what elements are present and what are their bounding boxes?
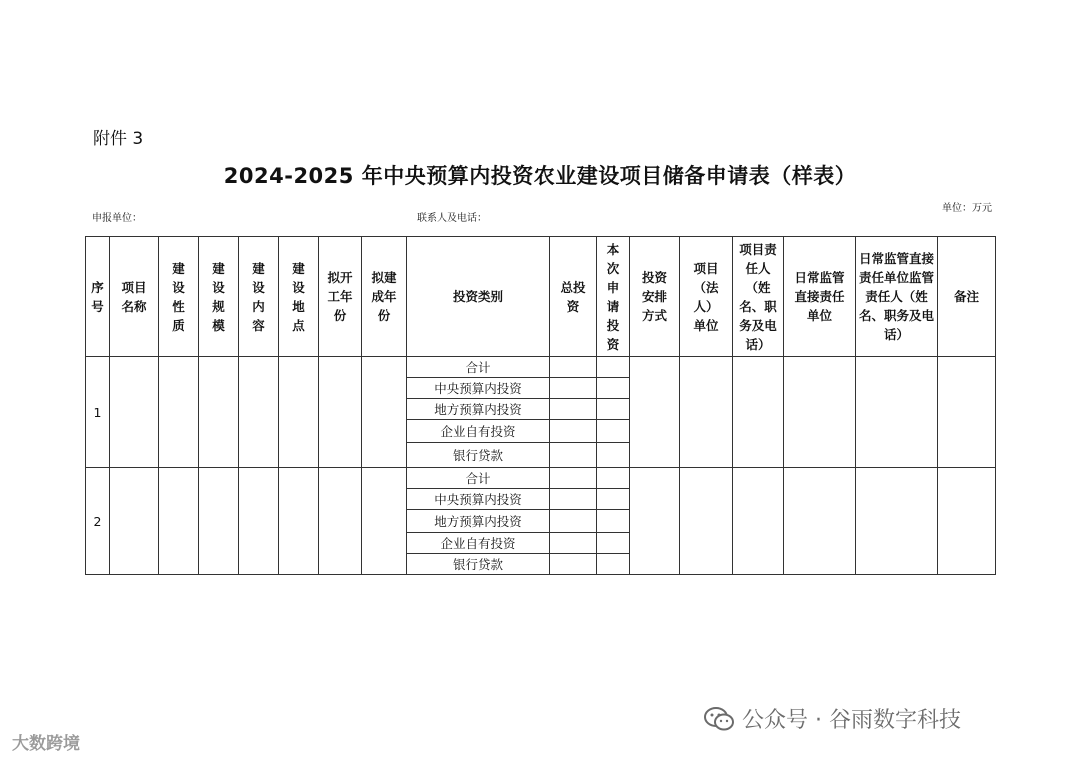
cell-responsible[interactable] [733,468,784,575]
cell-this-apply[interactable] [597,399,630,420]
invest-type-cell: 企业自有投资 [407,533,550,554]
cell-nature[interactable] [159,468,199,575]
table-row [86,468,996,489]
header-seq: 序号 [86,237,110,357]
cell-this-apply[interactable] [597,357,630,378]
header-content: 建设内容 [239,237,279,357]
header-location: 建设地点 [279,237,319,357]
cell-supervise-unit[interactable] [784,468,856,575]
cell-this-apply[interactable] [597,489,630,510]
watermark-right-text: 公众号 · 谷雨数字科技 [742,708,961,733]
invest-type-cell: 企业自有投资 [407,420,550,443]
invest-type-cell: 中央预算内投资 [407,489,550,510]
cell-responsible[interactable] [733,357,784,468]
cell-location[interactable] [279,357,319,468]
row-seq: 1 [86,357,110,468]
cell-this-apply[interactable] [597,554,630,575]
header-project-name: 项目名称 [110,237,159,357]
wechat-icon [704,706,734,732]
cell-finish-year[interactable] [362,357,407,468]
contact-label: 联系人及电话： [417,213,487,224]
cell-nature[interactable] [159,357,199,468]
money-unit-label: 单位：万元 [942,203,992,214]
watermark-right [704,703,961,734]
cell-content[interactable] [239,357,279,468]
header-legal-unit: 项目（法人）单位 [680,237,733,357]
header-responsible: 项目责任人（姓名、职务及电话） [733,237,784,357]
cell-total[interactable] [550,443,597,468]
cell-scale[interactable] [199,357,239,468]
cell-scale[interactable] [199,468,239,575]
cell-legal-unit[interactable] [680,468,733,575]
reporting-unit-label: 申报单位： [92,213,142,224]
invest-type-cell: 中央预算内投资 [407,378,550,399]
cell-total[interactable] [550,510,597,533]
cell-this-apply[interactable] [597,443,630,468]
cell-project-name[interactable] [110,357,159,468]
header-supervise-person: 日常监管直接责任单位监管责任人（姓名、职务及电话） [856,237,938,357]
page-title: 2024-2025 年中央预算内投资农业建设项目储备申请表（样表） [223,164,857,188]
cell-this-apply[interactable] [597,378,630,399]
header-this-apply: 本次申请投资 [597,237,630,357]
application-form-table [85,236,996,575]
cell-total[interactable] [550,378,597,399]
cell-total[interactable] [550,357,597,378]
cell-arrangement[interactable] [630,468,680,575]
header-arrangement: 投资安排方式 [630,237,680,357]
cell-this-apply[interactable] [597,510,630,533]
invest-type-cell: 银行贷款 [407,443,550,468]
attachment-label: 附件 3 [93,129,144,149]
cell-start-year[interactable] [319,468,362,575]
cell-supervise-person[interactable] [856,468,938,575]
header-start-year: 拟开工年份 [319,237,362,357]
cell-total[interactable] [550,399,597,420]
cell-supervise-unit[interactable] [784,357,856,468]
header-supervise-unit: 日常监管直接责任单位 [784,237,856,357]
invest-type-cell: 地方预算内投资 [407,510,550,533]
cell-remark[interactable] [938,357,996,468]
cell-supervise-person[interactable] [856,357,938,468]
invest-type-cell: 合计 [407,357,550,378]
watermark-left-text: 大数跨境 [12,734,80,754]
cell-legal-unit[interactable] [680,357,733,468]
cell-start-year[interactable] [319,357,362,468]
cell-total[interactable] [550,554,597,575]
cell-total[interactable] [550,489,597,510]
cell-this-apply[interactable] [597,468,630,489]
header-remark: 备注 [938,237,996,357]
header-total: 总投资 [550,237,597,357]
watermark-left [12,729,80,754]
row-seq: 2 [86,468,110,575]
cell-content[interactable] [239,468,279,575]
table-row [86,357,996,378]
invest-type-cell: 合计 [407,468,550,489]
cell-finish-year[interactable] [362,468,407,575]
cell-this-apply[interactable] [597,533,630,554]
cell-location[interactable] [279,468,319,575]
header-invest-type: 投资类别 [407,237,550,357]
cell-total[interactable] [550,533,597,554]
header-nature: 建设性质 [159,237,199,357]
cell-total[interactable] [550,468,597,489]
header-row [86,237,996,357]
cell-total[interactable] [550,420,597,443]
cell-project-name[interactable] [110,468,159,575]
invest-type-cell: 银行贷款 [407,554,550,575]
invest-type-cell: 地方预算内投资 [407,399,550,420]
header-finish-year: 拟建成年份 [362,237,407,357]
header-scale: 建设规模 [199,237,239,357]
cell-remark[interactable] [938,468,996,575]
cell-this-apply[interactable] [597,420,630,443]
cell-arrangement[interactable] [630,357,680,468]
